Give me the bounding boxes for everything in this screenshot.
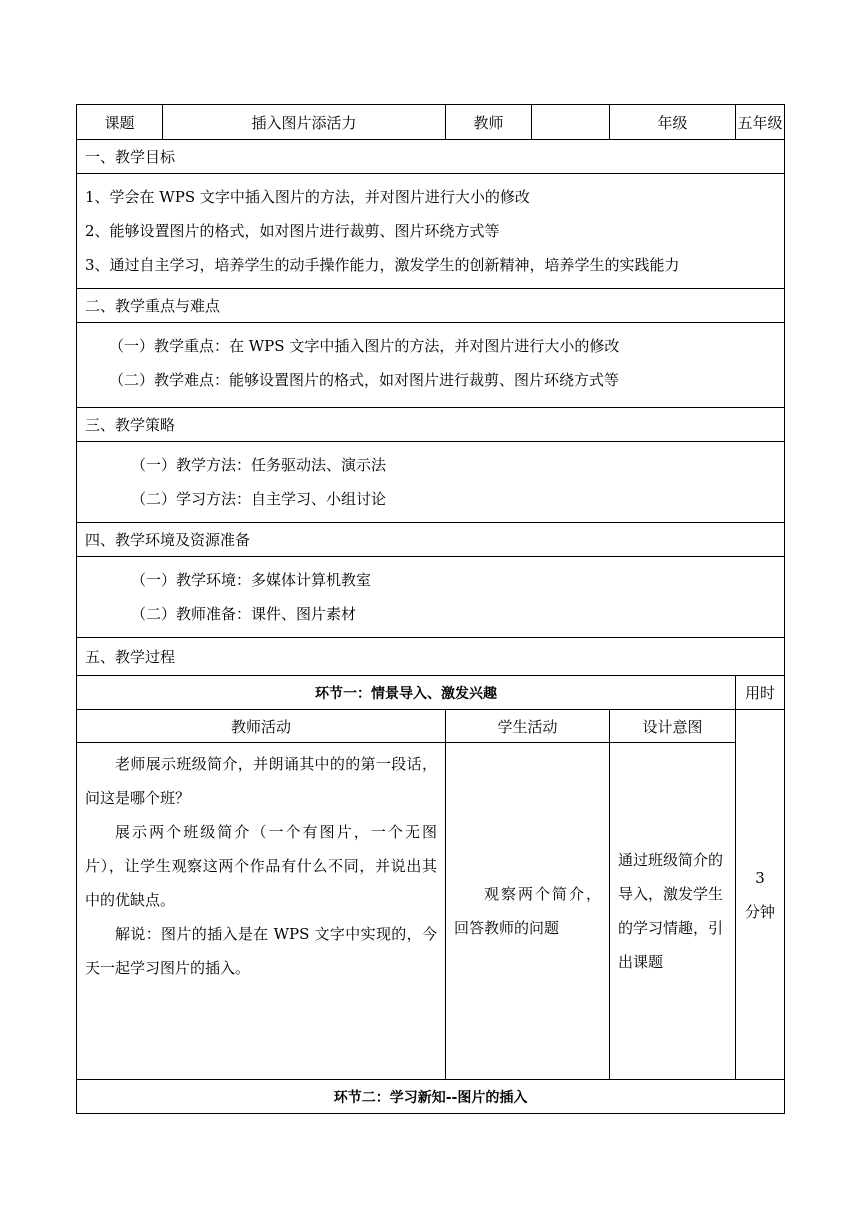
teacher-value	[532, 105, 610, 140]
stage-title: 环节二：学习新知--图片的插入	[77, 1080, 785, 1114]
student-activity-text: 观察两个简介，回答教师的问题	[454, 885, 602, 937]
design-intent-cell	[610, 743, 736, 1080]
teacher-label: 教师	[446, 105, 532, 140]
lesson-plan	[76, 104, 784, 1114]
column-header-teacher: 教师活动	[77, 710, 446, 743]
strategy-item: （一）教学方法：任务驱动法、演示法	[131, 456, 387, 474]
teacher-activity-paragraph: 展示两个班级简介（一个有图片，一个无图片），让学生观察这两个作品有什么不同，并说出其中的优缺点。	[85, 823, 438, 909]
teacher-activity-paragraph: 老师展示班级简介，并朗诵其中的的第一段话，问这是哪个班？	[85, 755, 438, 807]
key-point-item: （二）教学难点：能够设置图片的格式，如对图片进行裁剪、图片环绕方式等	[109, 371, 620, 389]
header-row	[77, 105, 785, 140]
teacher-activity-cell	[77, 743, 446, 1080]
course-title: 插入图片添活力	[163, 105, 446, 140]
strategy-item: （二）学习方法：自主学习、小组讨论	[131, 490, 387, 508]
column-header-student: 学生活动	[446, 710, 610, 743]
strategy-list	[77, 442, 785, 523]
section-title-process: 五、教学过程	[77, 638, 785, 676]
goals-list	[77, 174, 785, 289]
section-title-goals: 一、教学目标	[77, 140, 785, 174]
teacher-activity-paragraph: 解说：图片的插入是在 WPS 文字中实现的，今天一起学习图片的插入。	[85, 925, 438, 977]
environment-item: （一）教学环境：多媒体计算机教室	[131, 571, 372, 589]
time-label: 用时	[736, 676, 785, 710]
course-label: 课题	[77, 105, 163, 140]
goal-item: 2、能够设置图片的格式，如对图片进行裁剪、图片环绕方式等	[85, 222, 500, 240]
design-intent-text: 通过班级简介的导入，激发学生的学习情趣，引出课题	[618, 851, 724, 971]
grade-label: 年级	[610, 105, 736, 140]
goal-item: 1、学会在 WPS 文字中插入图片的方法，并对图片进行大小的修改	[85, 188, 530, 206]
time-cell	[736, 710, 785, 1080]
section-title-environment: 四、教学环境及资源准备	[77, 523, 785, 557]
grade-value: 五年级	[736, 105, 785, 140]
key-points-list	[77, 323, 785, 408]
key-point-item: （一）教学重点：在 WPS 文字中插入图片的方法，并对图片进行大小的修改	[109, 337, 620, 355]
section-title-key-points: 二、教学重点与难点	[77, 289, 785, 323]
student-activity-cell	[446, 743, 610, 1080]
stage-title: 环节一：情景导入、激发兴趣	[77, 676, 736, 710]
time-value: 3	[755, 868, 765, 887]
column-header-design: 设计意图	[610, 710, 736, 743]
goal-item: 3、通过自主学习，培养学生的动手操作能力，激发学生的创新精神，培养学生的实践能力	[85, 256, 680, 274]
environment-item: （二）教师准备：课件、图片素材	[131, 605, 357, 623]
environment-list	[77, 557, 785, 638]
lesson-plan-table	[76, 104, 785, 1114]
section-title-strategy: 三、教学策略	[77, 408, 785, 442]
time-unit: 分钟	[745, 902, 776, 921]
